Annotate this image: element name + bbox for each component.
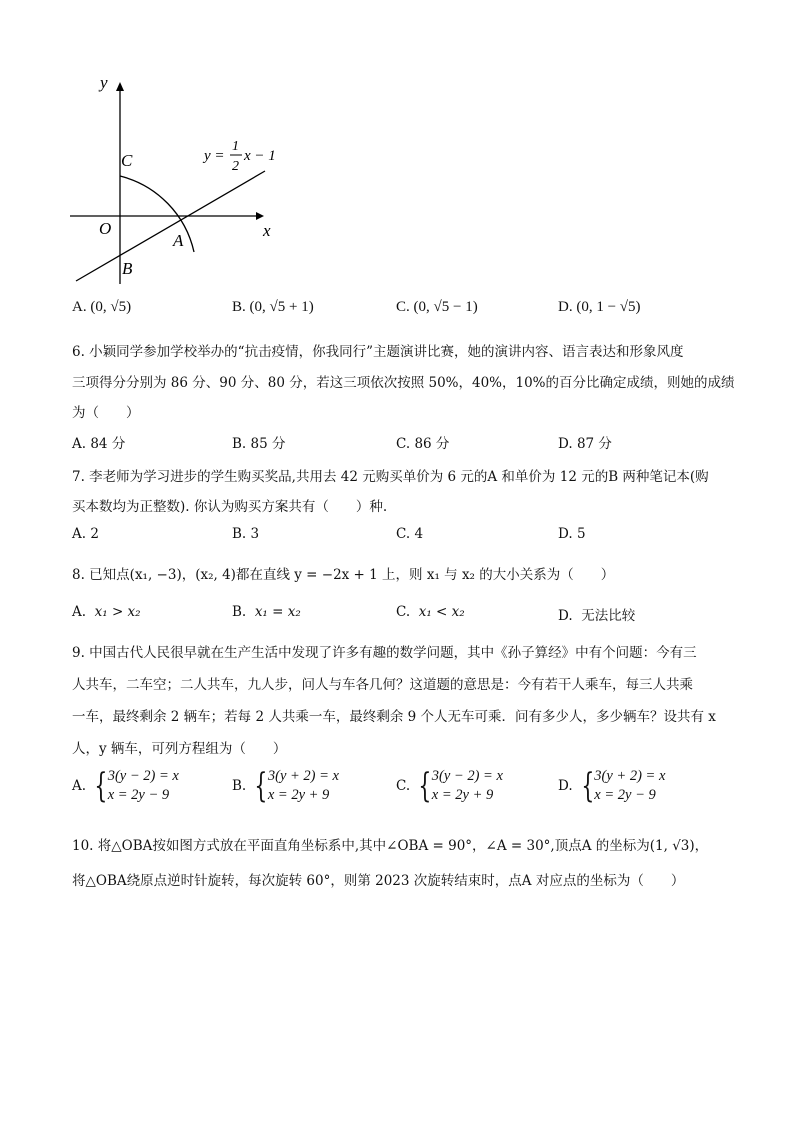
- q9-option-c-eq1: 3(y − 2) = x: [431, 768, 503, 784]
- q5-option-c-text: (0, √5 − 1): [413, 299, 478, 315]
- q6-line-3: 为（ ）: [72, 405, 140, 421]
- q7-option-b: [232, 526, 259, 542]
- brace-icon: {: [580, 766, 594, 806]
- q7-option-a-text: 2: [90, 526, 99, 542]
- brace-icon: {: [418, 766, 432, 806]
- q7-option-d-label: D.: [558, 526, 573, 542]
- q5-option-a-label: A.: [72, 299, 87, 315]
- q9-option-a-eq2: x = 2y − 9: [107, 787, 170, 803]
- y-axis-label: y: [100, 73, 108, 92]
- q5-option-b-text: (0, √5 + 1): [249, 299, 314, 315]
- q5-option-b: [232, 299, 314, 316]
- q9-option-a-eq1: 3(y − 2) = x: [107, 768, 179, 784]
- q7-option-c-label: C.: [396, 526, 411, 542]
- q9-option-c-label: C.: [396, 778, 411, 794]
- coordinate-figure: [64, 70, 294, 290]
- q7-option-d-text: 5: [576, 526, 586, 542]
- q9-line-1: 9. 中国古代人民很早就在生产生活中发现了许多有趣的数学问题，其中《孙子算经》中有个问题：今有三: [72, 645, 697, 661]
- q8-option-b: [232, 604, 301, 620]
- q6-option-b-label: B.: [232, 436, 247, 452]
- y-axis-arrow-icon: [116, 82, 124, 91]
- q8-option-c-text: x₁ < x₂: [418, 604, 465, 620]
- q9-option-d-eq2: x = 2y − 9: [594, 787, 656, 803]
- q9-line-2: 人共车，二车空；二人共车，九人步，问人与车各几何？这道题的意思是：今有若干人乘车，每三人共乘: [72, 677, 693, 693]
- line-equation-lhs: y =: [204, 148, 225, 164]
- q5-option-d: [558, 299, 641, 316]
- q6-option-c: [396, 432, 449, 452]
- q8-option-c-label: C.: [396, 604, 411, 620]
- q9-line-4: 人，y 辆车，可列方程组为（ ）: [72, 741, 287, 757]
- q5-option-a: [72, 299, 131, 316]
- q9-option-d-label: D.: [558, 778, 573, 794]
- q7-option-a-label: A.: [72, 526, 87, 542]
- q6-line-1: 6. 小颖同学参加学校举办的“抗击疫情，你我同行”主题演讲比赛，她的演讲内容、语言表达和形象风度: [72, 344, 684, 360]
- q8-option-b-label: B.: [232, 604, 247, 620]
- q7-option-b-label: B.: [232, 526, 247, 542]
- q7-option-c: [396, 526, 423, 542]
- q9-option-c: [396, 766, 503, 806]
- q7-option-d: [558, 526, 586, 542]
- q8-option-b-text: x₁ = x₂: [254, 604, 301, 620]
- q9-option-b-eq1: 3(y + 2) = x: [267, 768, 339, 784]
- q8-line-1: 8. 已知点(x₁, −3)，(x₂, 4)都在直线 y = −2x + 1 上，则 x₁ 与 x₂ 的大小关系为（ ）: [72, 567, 615, 583]
- q8-option-a-label: A.: [72, 604, 87, 620]
- q10-line-2: 将△OBA绕原点逆时针旋转，每次旋转 60°，则第 2023 次旋转结束时，点A 对应点的坐标为（ ）: [72, 873, 685, 889]
- q7-line-2: 买本数均为正整数). 你认为购买方案共有（ ）种.: [72, 499, 388, 515]
- x-axis-arrow-icon: [256, 212, 264, 220]
- brace-icon: {: [94, 766, 108, 806]
- q8-option-a-text: x₁ > x₂: [94, 604, 141, 620]
- q9-option-a-label: A.: [72, 778, 87, 794]
- q7-option-b-text: 3: [250, 526, 260, 542]
- line-equation-denominator: 2: [232, 159, 239, 174]
- q9-option-b: [232, 766, 339, 806]
- q5-option-d-label: D.: [558, 299, 573, 315]
- q9-line-3: 一车，最终剩余 2 辆车；若每 2 人共乘一车，最终剩余 9 个人无车可乘．问有多少人，多少辆车？设共有 x: [72, 709, 716, 725]
- q6-option-d-text: 87 分: [576, 436, 612, 452]
- q7-option-c-text: 4: [414, 526, 424, 542]
- q8-option-d-text: 无法比较: [581, 608, 636, 624]
- q5-option-c: [396, 299, 478, 316]
- point-a-label: A: [173, 231, 184, 250]
- q6-option-c-text: 86 分: [414, 436, 450, 452]
- q9-option-d: [558, 766, 665, 806]
- q5-option-a-text: (0, √5): [90, 299, 132, 315]
- q8-option-d-label: D.: [558, 608, 573, 624]
- x-axis-label: x: [263, 221, 271, 240]
- q5-option-d-text: (0, 1 − √5): [576, 299, 641, 315]
- q9-option-a: [72, 766, 179, 806]
- q5-option-c-label: C.: [396, 299, 410, 315]
- q6-option-a-label: A.: [72, 436, 87, 452]
- q7-line-1: 7. 李老师为学习进步的学生购买奖品,共用去 42 元购买单价为 6 元的A 和单价为 12 元的B 两种笔记本(购: [72, 469, 709, 485]
- q9-option-b-label: B.: [232, 778, 247, 794]
- point-c-label: C: [121, 151, 133, 170]
- q6-option-b: [232, 432, 286, 452]
- q6-option-d: [558, 432, 612, 452]
- q6-option-c-label: C.: [396, 436, 411, 452]
- q5-option-b-label: B.: [232, 299, 246, 315]
- origin-label: O: [99, 219, 112, 238]
- q9-option-d-eq1: 3(y + 2) = x: [594, 768, 666, 784]
- q6-option-a: [72, 432, 125, 452]
- line-equation-rhs: x − 1: [244, 148, 276, 164]
- q6-option-d-label: D.: [558, 436, 573, 452]
- line-equation-numerator: 1: [232, 139, 239, 154]
- q6-line-2: 三项得分分别为 86 分、90 分、80 分，若这三项依次按照 50%，40%，10%的百分比确定成绩，则她的成绩: [72, 375, 735, 391]
- point-b-label: B: [122, 259, 133, 278]
- q10-line-1: 10. 将△OBA按如图方式放在平面直角坐标系中,其中∠OBA = 90°，∠A = 30°,顶点A 的坐标为(1, √3)，: [72, 838, 709, 854]
- q8-option-a: [72, 604, 141, 620]
- brace-icon: {: [254, 766, 268, 806]
- q8-option-d: [558, 604, 635, 624]
- q7-option-a: [72, 526, 99, 542]
- q6-option-b-text: 85 分: [250, 436, 286, 452]
- q9-option-c-eq2: x = 2y + 9: [431, 787, 494, 803]
- q9-option-b-eq2: x = 2y + 9: [267, 787, 330, 803]
- q6-option-a-text: 84 分: [90, 436, 126, 452]
- q8-option-c: [396, 604, 465, 620]
